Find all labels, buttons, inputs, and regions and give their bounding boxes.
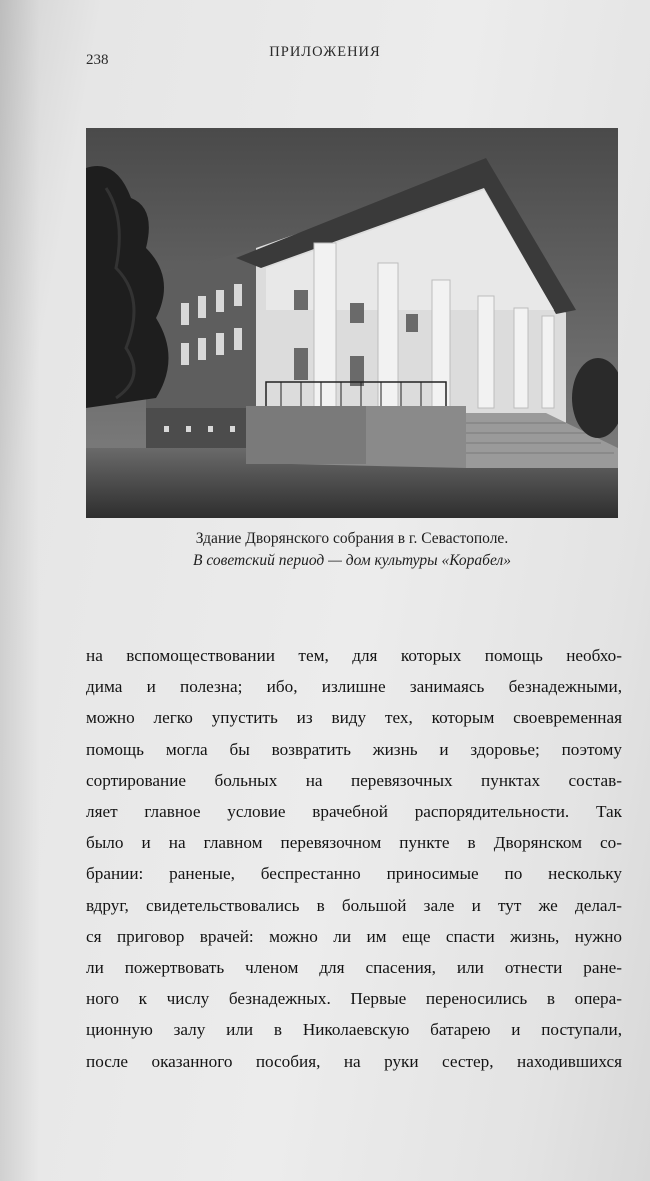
body-line: ляет главное условие врачебной распорядительности. Так [86, 802, 622, 822]
noble-assembly-building-image [86, 128, 618, 518]
running-head: ПРИЛОЖЕНИЯ [269, 44, 381, 60]
body-line: ционную залу или в Николаевскую батарею и поступали, [86, 1020, 622, 1040]
caption-line-2: В советский период — дом культуры «Корабел» [193, 552, 511, 569]
body-line: ся приговор врачей: можно ли им еще спасти жизнь, нужно [86, 926, 622, 946]
body-line: вдруг, свидетельствовались в большой зале и тут же делал- [86, 895, 622, 915]
body-line: ли пожертвовать членом для спасения, или отнести ране- [86, 958, 622, 978]
body-text [86, 640, 622, 1077]
body-line: помощь могла бы возвратить жизнь и здоровье; поэтому [86, 739, 622, 759]
body-line: на вспомоществовании тем, для которых помощь необхо- [86, 646, 622, 665]
figure-caption [86, 528, 618, 572]
caption-line-1: Здание Дворянского собрания в г. Севастополе. [195, 530, 509, 547]
body-line: ного к числу безнадежных. Первые переносились в опера- [86, 989, 622, 1009]
body-line: можно легко упустить из виду тех, которым своевременная [86, 708, 622, 728]
page-gutter-shadow [0, 0, 40, 1181]
body-line: сортирование больных на перевязочных пунктах состав- [86, 770, 622, 790]
body-line: дима и полезна; ибо, излишне занимаясь безнадежными, [86, 677, 622, 697]
building-photo [86, 128, 618, 518]
body-line: было и на главном перевязочном пункте в Дворянском со- [86, 833, 622, 853]
page-number: 238 [86, 52, 109, 68]
body-line: брании: раненые, беспрестанно приносимые по нескольку [86, 864, 622, 884]
body-line: после оказанного пособия, на руки сестер, находившихся [86, 1051, 622, 1071]
